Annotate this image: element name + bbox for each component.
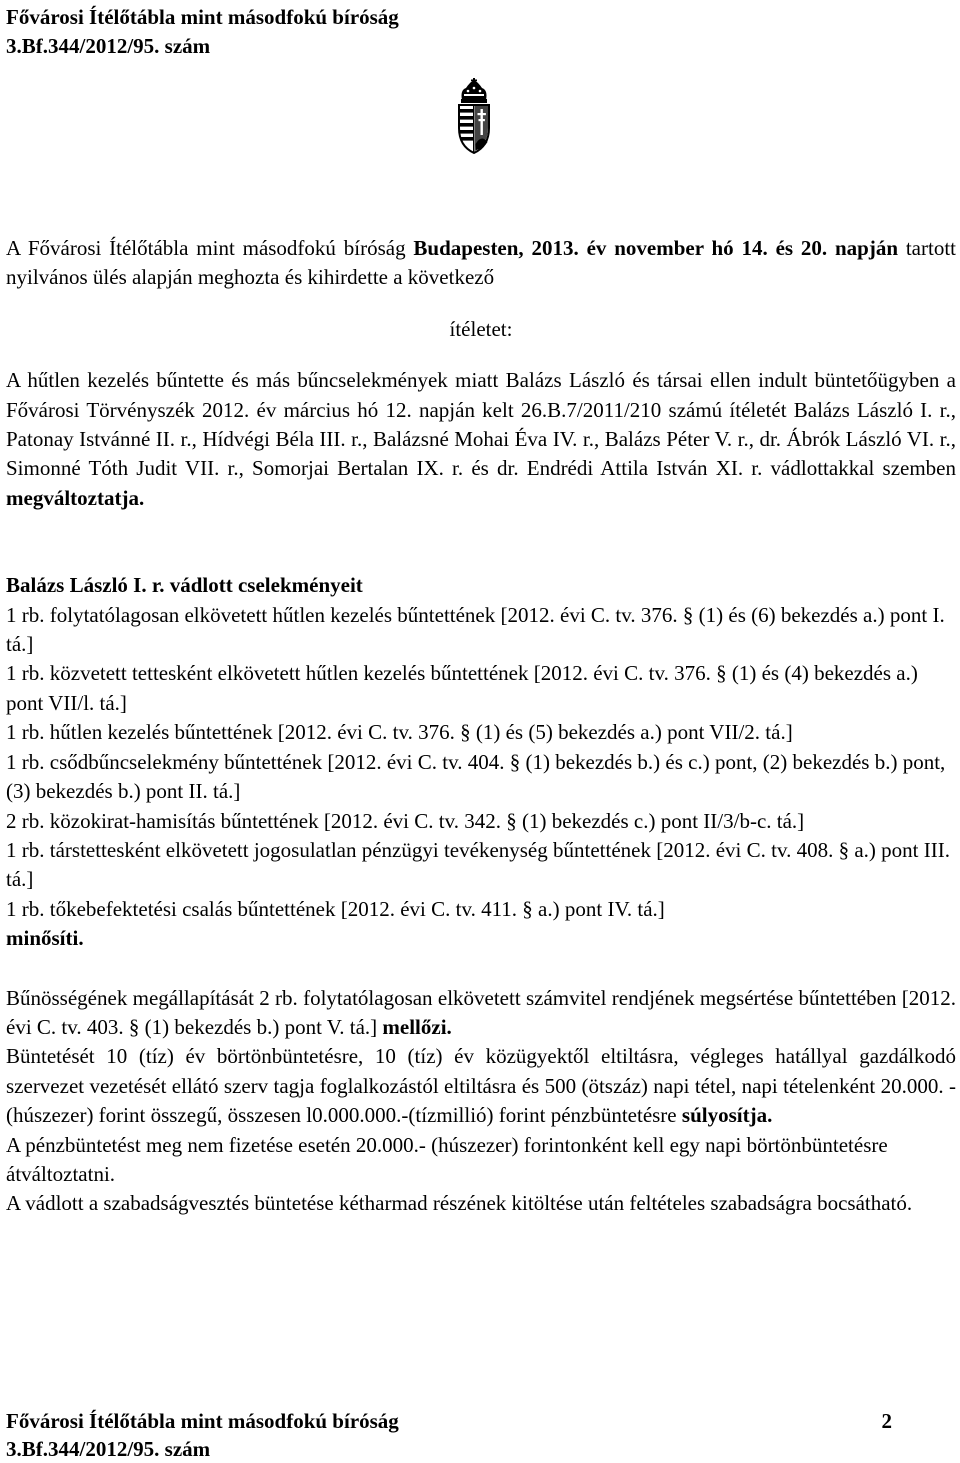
offences-list (6, 601, 956, 924)
section-title: Balázs László I. r. vádlott cselekményeit (6, 573, 363, 598)
header-court: Fővárosi Ítélőtábla mint másodfokú bíróság (6, 5, 399, 29)
footer-case-number: 3.Bf.344/2012/95. szám (6, 1437, 211, 1461)
list-item: 1 rb. közvetett tettesként elkövetett hűtlen kezelés bűntettének [2012. évi C. tv. 376. § (1) és (4) bekezdés a.) pont VII/l. tá.] (6, 661, 918, 715)
list-item: 1 rb. csődbűncselekmény bűntettének [2012. évi C. tv. 404. § (1) bekezdés b.) és c.) pont, (2) bekezdés b.) pont, (3) bekezdés b.) pont II. tá.] (6, 749, 946, 804)
judgment-decision: megváltoztatja. (6, 485, 145, 510)
page-footer (6, 1407, 892, 1463)
list-item: 2 rb. közokirat-hamisítás bűntettének [2012. évi C. tv. 342. § (1) bekezdés c.) pont II/3/b-c. tá.] (6, 808, 805, 833)
footer-court: Fővárosi Ítélőtábla mint másodfokú bíróság (6, 1409, 399, 1433)
guilt-paragraph: Bűnösségének megállapítását 2 rb. folytatólagosan elkövetett számvitel rendjének megsértése bűntettében [2012. évi C. tv. 403. § (1) bekezdés b.) pont V. tá.] mellőzi. (6, 985, 956, 1039)
list-item: 1 rb. tőkebefektetési csalás bűntettének [2012. évi C. tv. 411. § a.) pont IV. tá.] (6, 896, 665, 921)
verdict-title: ítéletet: (449, 316, 513, 341)
list-item: 1 rb. hűtlen kezelés bűntettének [2012. évi C. tv. 376. § (1) és (5) bekezdés a.) pont VII/2. tá.] (6, 720, 793, 745)
page-number: 2 (881, 1409, 892, 1433)
release-paragraph: A vádlott a szabadságvesztés büntetése kétharmad részének kitöltése után feltételes szabadságra bocsátható. (6, 1191, 913, 1216)
document-body (6, 234, 956, 1219)
list-item: 1 rb. folytatólagosan elkövetett hűtlen kezelés bűntettének [2012. évi C. tv. 376. § (1) és (6) bekezdés a.) pont I. tá.] (6, 602, 945, 657)
intro-paragraph: A Fővárosi Ítélőtábla mint másodfokú bíróság Budapesten, 2013. év november hó 14. és 20. napján tartott nyilvános ülés alapján meghozta és kihirdette a következő (6, 236, 956, 290)
sentence-paragraph: Büntetését 10 (tíz) év börtönbüntetésre, 10 (tíz) év közügyektől eltiltásra, végleges hatállyal gazdálkodó szervezet vezetését ellátó szerv tagja foglalkozástól eltiltásra és 500 (ötszáz) napi tétel, napi tételenként 20.000. -(húszezer) forint összegű, összesen l0.000.000.-(tízmillió) forint pénzbüntetésre súlyosítja. (6, 1044, 956, 1128)
session-date: Budapesten, 2013. év november hó 14. és 20. napján (413, 236, 899, 260)
judgment-paragraph: A hűtlen kezelés bűntette és más bűncselekmények miatt Balázs László és társai ellen indult büntetőügyben a Fővárosi Törvényszék 2012. év március hó 12. napján kelt 26.B.7/2011/210 számú ítéletét Balázs László I. r., Patonay Istvánné II. r., Hídvégi Béla III. r., Balázsné Mohai Éva IV. r., Balázs Péter V. r., dr. Ábrók László VI. r., Simonné Tóth Judit VII. r., Somorjai Bertalan IX. r. és dr. Endrédi Attila István XI. r. vádlottakkal szemben megváltoztatja. (6, 368, 956, 510)
coat-of-arms-icon (454, 78, 494, 154)
page-header (6, 3, 399, 61)
header-case-number: 3.Bf.344/2012/95. szám (6, 34, 211, 58)
qualifies-word: minősíti. (6, 926, 84, 951)
list-item: 1 rb. társtettesként elkövetett jogosulatlan pénzügyi tevékenység bűntettének [2012. évi C. tv. 408. § a.) pont III. tá.] (6, 837, 950, 892)
fine-paragraph: A pénzbüntetést meg nem fizetése esetén 20.000.- (húszezer) forintonként kell egy napi börtönbüntetésre átváltoztatni. (6, 1132, 888, 1186)
